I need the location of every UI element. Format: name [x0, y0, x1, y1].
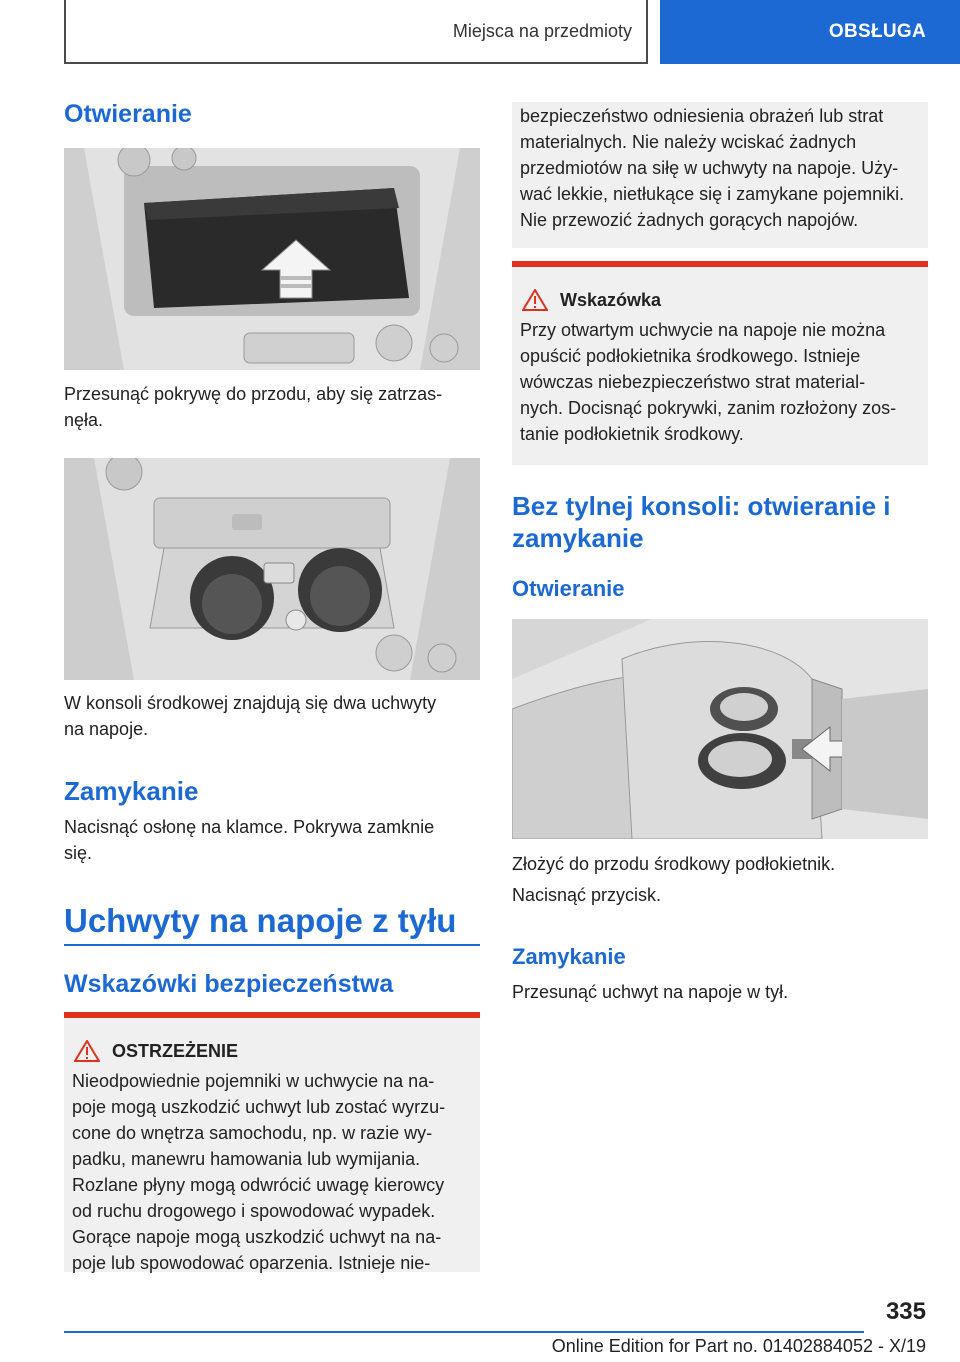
section-tab [660, 0, 960, 64]
console-cover-image [64, 148, 480, 370]
note-text: Przy otwartym uchwycie na napoje nie można opuścić podłokietnika środkowego. Istnieje wówczas niebezpieczeństwo strat material- nych. Docisnąć pokrywki, zanim rozłożony zos- tanie podłokietnik środkowy. [520, 320, 897, 444]
right-open-heading: Otwieranie [512, 576, 625, 601]
chapter-title: Miejsca na przedmioty [452, 20, 632, 41]
holders-text: W konsoli środkowej znajdują się dwa uchwyty na napoje. [64, 693, 437, 739]
cupholders-image [64, 458, 480, 680]
main-heading: Uchwyty na napoje z tyłu [64, 902, 457, 939]
chapter-tab [64, 0, 648, 64]
noconsole-heading: Bez tylnej konsoli: otwieranie i zamykanie [512, 491, 891, 553]
heading-rule [64, 944, 480, 946]
warning-title-row [64, 1018, 480, 1062]
close-text: Nacisnąć osłonę na klamce. Pokrywa zamknie się. [64, 817, 435, 863]
note-triangle-icon [522, 289, 548, 311]
note-box [512, 261, 928, 465]
safety-heading: Wskazówki bezpieczeństwa [64, 970, 394, 998]
warning-triangle-icon [74, 1040, 100, 1062]
warning-box [64, 1012, 480, 1272]
open-text: Przesunąć pokrywę do przodu, aby się zatrzas- nęła. [64, 384, 443, 430]
warning-continued-text: bezpieczeństwo odniesienia obrażeń lub strat materialnych. Nie należy wciskać żadnych przedmiotów na siłę w uchwyty na napoje. Uży- wać lekkie, nietłukące się i zamykane pojemniki. Nie przewozić żadnych gorących napojów. [520, 106, 905, 230]
right-close-heading: Zamykanie [512, 944, 626, 969]
note-title-row [512, 267, 928, 311]
section-title: OBSŁUGA [828, 21, 926, 42]
fold-text: Złożyć do przodu środkowy podłokietnik. [512, 854, 836, 874]
press-text: Nacisnąć przycisk. [512, 885, 662, 905]
right-close-text: Przesunąć uchwyt na napoje w tył. [512, 982, 789, 1002]
open-heading: Otwieranie [64, 100, 192, 128]
warning-text: Nieodpowiednie pojemniki w uchwycie na na- poje mogą uszkodzić uchwyt lub zostać wyrzu- cone do wnętrza samochodu, np. w razie wy- padku, manewru hamowania lub wymijania. Rozlane płyny mogą odwrócić uwagę kierowcy od ruchu drogowego i spowodować wypadek. Gorące napoje mogą uszkodzić uchwyt na na- poje lub spowodować oparzenia. Istnieje nie- [72, 1071, 446, 1273]
page-number: 335 [885, 1298, 926, 1325]
armrest-cupholder-image [512, 619, 928, 839]
note-title: Wskazówka [560, 289, 662, 310]
footer-rule [64, 1331, 864, 1333]
warning-continued-box [512, 102, 928, 248]
edition-text: Online Edition for Part no. 01402884052 - X/19 [551, 1336, 926, 1356]
warning-title: OSTRZEŻENIE [112, 1040, 239, 1061]
close-heading: Zamykanie [64, 776, 199, 806]
